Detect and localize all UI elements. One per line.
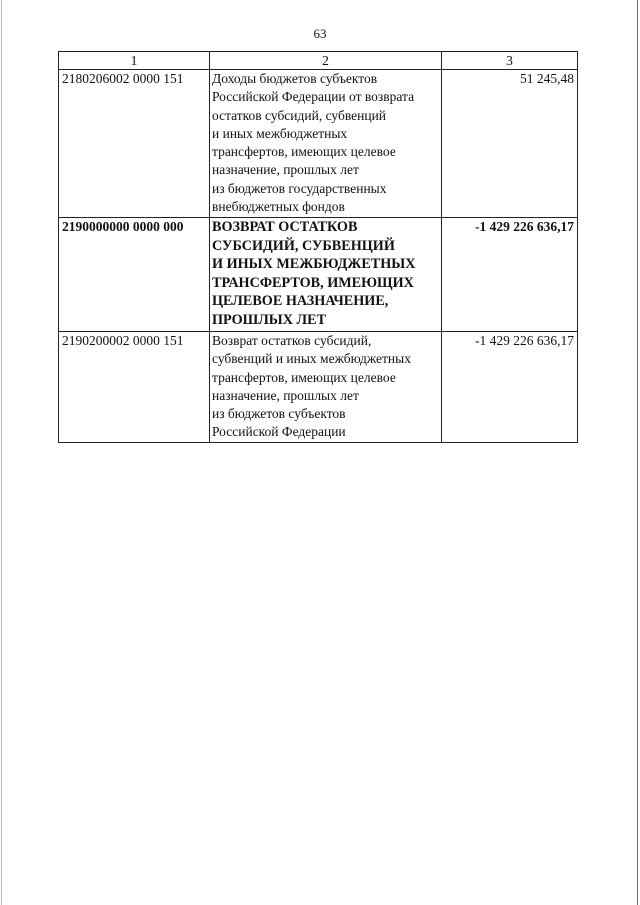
table-row [59, 218, 578, 332]
description-line: Российской Федерации [212, 424, 346, 440]
description-line: назначение, прошлых лет [212, 387, 359, 403]
scan-edge-right [637, 0, 638, 905]
amount-cell: 51 245,48 [442, 70, 578, 218]
description-line: и иных межбюджетных [212, 125, 348, 141]
description-line: ТРАНСФЕРТОВ, ИМЕЮЩИХ [212, 274, 414, 291]
description-line: из бюджетов государственных [212, 180, 387, 196]
description-line: И ИНЫХ МЕЖБЮДЖЕТНЫХ [212, 256, 416, 273]
budget-code-cell: 2190200002 0000 151 [59, 332, 210, 443]
page-number: 63 [313, 26, 327, 41]
description-line: трансфертов, имеющих целевое [212, 144, 396, 160]
description-line: ЦЕЛЕВОЕ НАЗНАЧЕНИЕ, [212, 293, 389, 310]
description-line: субвенций и иных межбюджетных [212, 351, 411, 367]
table-row [59, 70, 578, 218]
description-line: Возврат остатков субсидий, [212, 333, 372, 348]
budget-table [58, 51, 578, 443]
description-line: Доходы бюджетов субъектов [212, 71, 378, 86]
description-line: остатков субсидий, субвенций [212, 107, 387, 123]
amount-cell: -1 429 226 636,17 [442, 332, 578, 443]
description-line: ПРОШЛЫХ ЛЕТ [212, 311, 327, 328]
description-line: трансфертов, имеющих целевое [212, 369, 396, 385]
budget-code-cell: 2180206002 0000 151 [59, 70, 210, 218]
scan-edge-left [1, 0, 2, 905]
column-header-code: 1 [59, 52, 210, 70]
table-header-row [59, 52, 578, 70]
column-header-amount: 3 [442, 52, 578, 70]
description-line: СУБСИДИЙ, СУБВЕНЦИЙ [212, 237, 395, 254]
description-cell [210, 218, 442, 332]
description-cell [210, 70, 442, 218]
amount-cell: -1 429 226 636,17 [442, 218, 578, 332]
description-line: ВОЗВРАТ ОСТАТКОВ [212, 219, 358, 235]
description-line: Российской Федерации от возврата [212, 89, 415, 105]
description-cell [210, 332, 442, 443]
column-header-description: 2 [210, 52, 442, 70]
description-line: из бюджетов субъектов [212, 406, 346, 422]
table-row [59, 332, 578, 443]
description-line: назначение, прошлых лет [212, 162, 359, 178]
budget-code-cell: 2190000000 0000 000 [59, 218, 210, 332]
description-line: внебюджетных фондов [212, 199, 345, 215]
